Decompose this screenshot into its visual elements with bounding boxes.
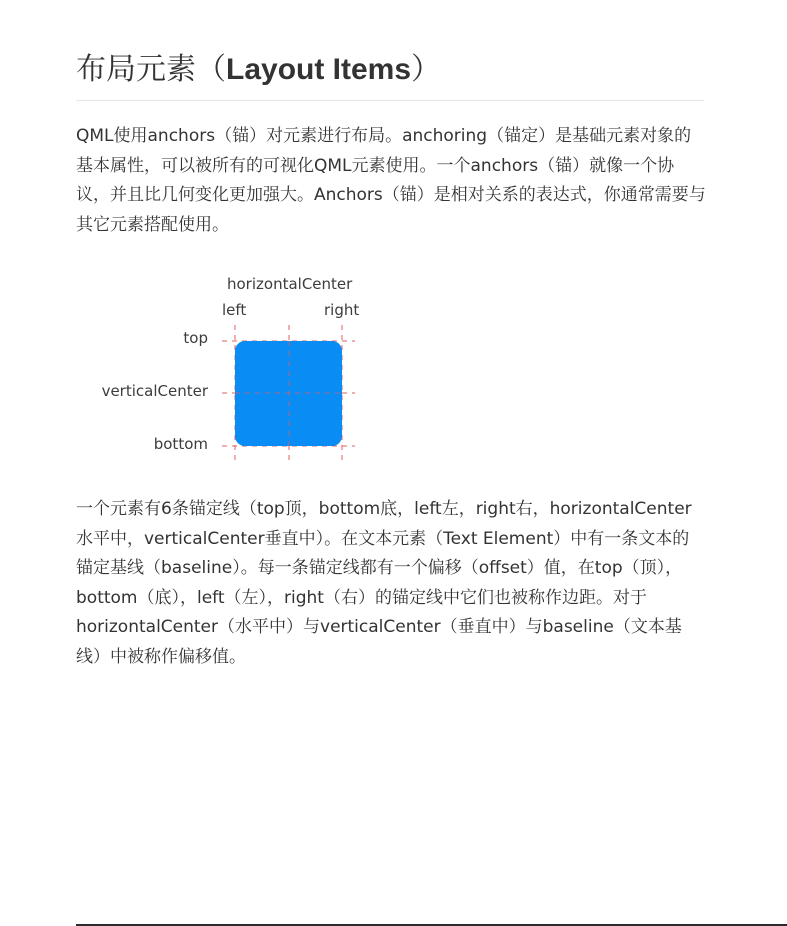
title-latin: Layout Items — [226, 53, 412, 86]
left-label: left — [222, 301, 247, 319]
horizontal-center-label: horizontalCenter — [227, 275, 353, 293]
vertical-center-label: verticalCenter — [101, 382, 208, 400]
intro-paragraph: QML使用anchors（锚）对元素进行布局。anchoring（锚定）是基础元素对象的基本属性，可以被所有的可视化QML元素使用。一个anchors（锚）就像一个协议，并且比几何变化更加强大。Anchors（锚）是相对关系的表达式，你通常需要与其它元素搭配使用。 — [76, 126, 706, 235]
top-label: top — [183, 329, 208, 347]
anchor-lines-paragraph: 一个元素有6条锚定线（top顶，bottom底，left左，right右，horizontalCenter水平中，verticalCenter垂直中）。在文本元素（Text Element）中有一条文本的锚定基线（baseline）。每一条锚定线都有一个偏移（offset）值，在top（顶），bottom（底），left（左），right（右）的锚定线中它们也被称作边距。对于horizontalCenter（水平中）与verticalCenter（垂直中）与baseline（文本基线）中被称作偏移值。 — [76, 499, 692, 667]
right-label: right — [324, 301, 360, 319]
title-close: ） — [411, 52, 442, 87]
bottom-label: bottom — [153, 435, 208, 453]
title-cjk: 布局元素（ — [76, 52, 226, 87]
